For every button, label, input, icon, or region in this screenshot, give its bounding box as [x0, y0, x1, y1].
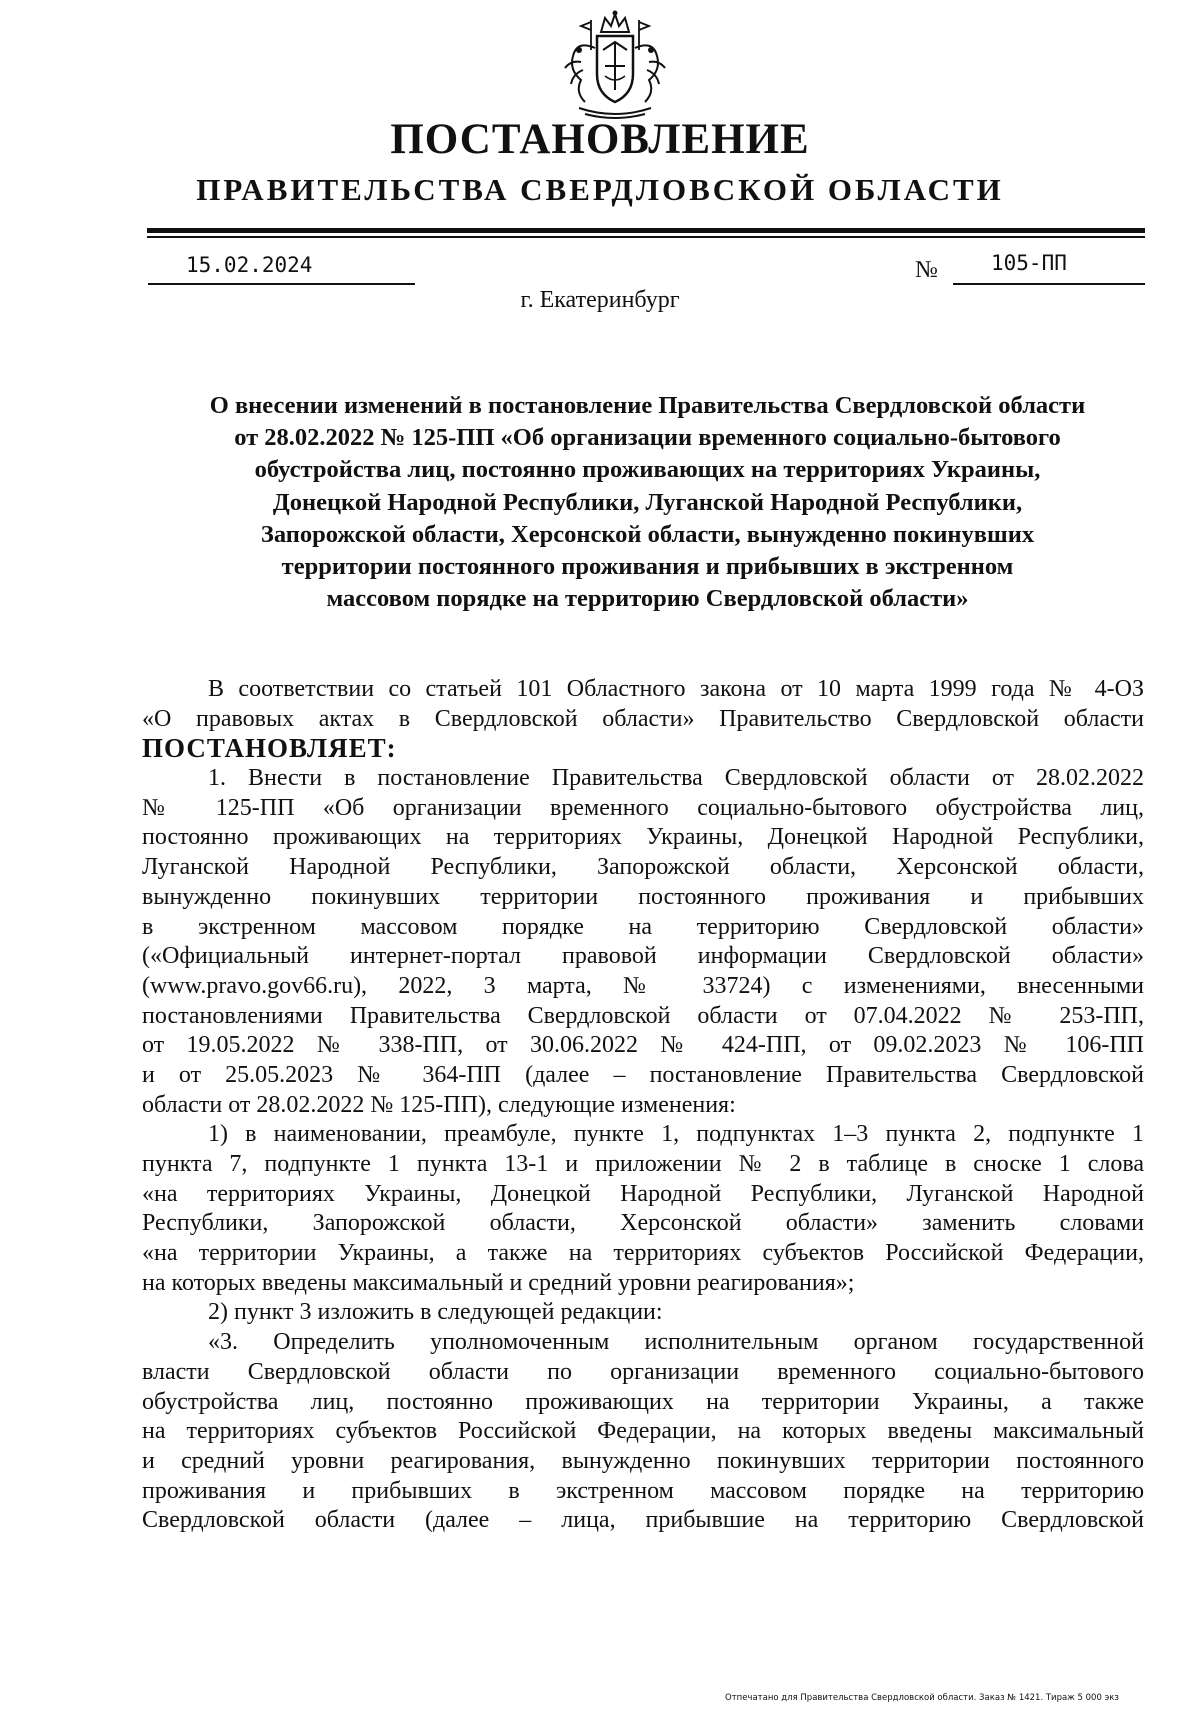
body-line: Луганской Народной Республики, Запорожской области, Херсонской области, [142, 854, 1144, 881]
header-divider-thin [147, 236, 1145, 238]
body-line: «на территории Украины, а также на территориях субъектов Российской Федерации, [142, 1240, 1144, 1267]
title-line: Запорожской области, Херсонской области, вынужденно покинувших [260, 520, 1035, 548]
title-line: обустройства лиц, постоянно проживающих на территориях Украины, [254, 456, 1041, 484]
body-line: и от 25.05.2023 № 364-ПП (далее – постановление Правительства Свердловской [142, 1061, 1144, 1088]
body-line: постановлениями Правительства Свердловской области от 07.04.2022 № 253-ПП, [142, 1002, 1144, 1029]
body-line: на территориях субъектов Российской Федерации, на которых введены максимальный [142, 1418, 1144, 1445]
body-line: «О правовых актах в Свердловской области» Правительство Свердловской области [142, 705, 1144, 732]
coat-of-arms-icon [555, 10, 675, 122]
document-body [142, 675, 1144, 1536]
body-line: Республики, Запорожской области, Херсонской области» заменить словами [142, 1210, 1144, 1237]
body-line: 2) пункт 3 изложить в следующей редакции: [208, 1299, 663, 1326]
body-line: области от 28.02.2022 № 125-ПП), следующие изменения: [142, 1091, 736, 1118]
print-note: Отпечатано для Правительства Свердловской области. Заказ № 1421. Тираж 5 000 экз [725, 1693, 1119, 1703]
body-line: и средний уровни реагирования, вынужденно покинувших территории постоянного [142, 1447, 1144, 1474]
body-line: «на территориях Украины, Донецкой Народной Республики, Луганской Народной [142, 1180, 1144, 1207]
body-line: власти Свердловской области по организации временного социально-бытового [142, 1358, 1144, 1385]
number-sign: № [915, 257, 938, 283]
body-line: обустройства лиц, постоянно проживающих на территории Украины, а также [142, 1388, 1144, 1415]
body-line: В соответствии со статьей 101 Областного закона от 10 марта 1999 года № 4-ОЗ [208, 676, 1144, 702]
document-number: 105-ПП [953, 251, 1145, 285]
body-line: Свердловской области (далее – лица, прибывшие на территорию Свердловской [142, 1507, 1144, 1534]
body-line: постоянно проживающих на территориях Украины, Донецкой Народной Республики, [142, 824, 1144, 851]
body-line: «3. Определить уполномоченным исполнительным органом государственной [208, 1329, 1144, 1356]
body-line: на которых введены максимальный и средний уровни реагирования»; [142, 1269, 855, 1296]
body-line: 1) в наименовании, преамбуле, пункте 1, подпунктах 1–3 пункта 2, подпункте 1 [208, 1121, 1144, 1148]
body-line: («Официальный интернет-портал правовой информации Свердловской области» [142, 943, 1144, 970]
body-line: вынужденно покинувших территории постоянного проживания и прибывших [142, 883, 1144, 910]
issuer-name: ПРАВИТЕЛЬСТВА СВЕРДЛОВСКОЙ ОБЛАСТИ [196, 172, 1004, 207]
document-number-field [915, 251, 1145, 285]
title-line: Донецкой Народной Республики, Луганской Народной Республики, [272, 488, 1023, 516]
document-type: ПОСТАНОВЛЕНИЕ [390, 116, 810, 163]
title-line: массовом порядке на территорию Свердловской области» [326, 585, 969, 613]
body-line: 1. Внести в постановление Правительства Свердловской области от 28.02.2022 [208, 765, 1144, 792]
body-line: № 125-ПП «Об организации временного социально-бытового обустройства лиц, [142, 794, 1144, 821]
body-line: (www.pravo.gov66.ru), 2022, 3 марта, № 33724) с изменениями, внесенными [142, 972, 1144, 999]
body-line: проживания и прибывших в экстренном массовом порядке на территорию [142, 1477, 1144, 1504]
document-title [140, 390, 1155, 615]
title-line: от 28.02.2022 № 125-ПП «Об организации временного социально-бытового [234, 424, 1061, 452]
body-line: в экстренном массовом порядке на территорию Свердловской области» [142, 913, 1144, 940]
document-date: 15.02.2024 [148, 253, 415, 285]
body-line: от 19.05.2022 № 338-ПП, от 30.06.2022 № 424-ПП, от 09.02.2023 № 106-ПП [142, 1032, 1144, 1059]
header-divider-thick [147, 228, 1145, 233]
decree-word: ПОСТАНОВЛЯЕТ: [142, 734, 397, 764]
title-line: территории постоянного проживания и прибывших в экстренном [281, 553, 1014, 581]
body-line: пункта 7, подпункте 1 пункта 13-1 и приложении № 2 в таблице в сноске 1 слова [142, 1151, 1144, 1177]
title-line: О внесении изменений в постановление Правительства Свердловской области [209, 392, 1086, 419]
document-city: г. Екатеринбург [520, 287, 680, 313]
